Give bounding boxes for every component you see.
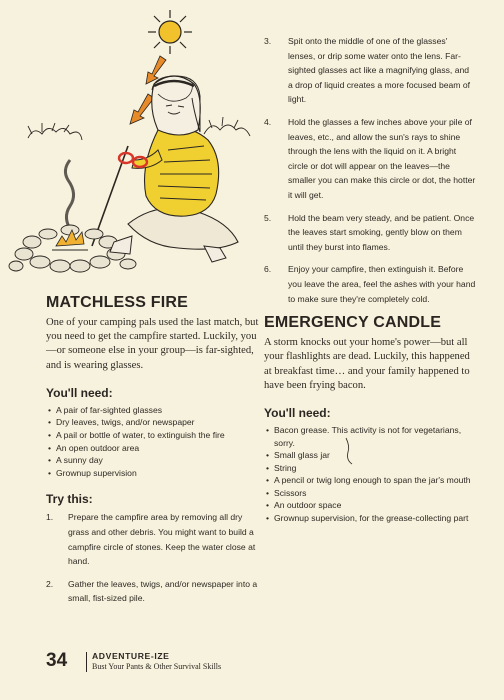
list-item: • Grownup supervision	[46, 467, 260, 480]
list-item: • Scissors	[264, 487, 476, 500]
supplies-list	[46, 404, 260, 480]
supplies-list	[264, 424, 476, 525]
step-item	[46, 577, 260, 606]
section-title: EMERGENCY CANDLE	[264, 314, 442, 332]
step-item	[264, 115, 476, 203]
step-number: 4.	[264, 116, 272, 127]
footer-divider	[86, 652, 87, 672]
list-item: • Grownup supervision, for the grease-collecting part	[264, 512, 476, 525]
step-item	[264, 211, 476, 255]
step-item	[46, 510, 260, 568]
list-item: • A pencil or twig long enough to span the jar's mouth	[264, 474, 476, 487]
section-intro: One of your camping pals used the last match, but you need to get the campfire started. Luckily, you—or someone else in your group—is far-sighted, and is wearing glasses.	[46, 317, 259, 371]
illustration-girl-lighting-fire	[8, 10, 256, 282]
step-number: 3.	[264, 36, 272, 46]
matchless-fire-section	[46, 294, 260, 614]
step-text: Gather the leaves, twigs, and/or newspaper into a small, fist-sized pile.	[68, 578, 258, 604]
step-number: 2.	[46, 578, 54, 589]
step-text: Enjoy your campfire, then extinguish it. Before you leave the area, feel the ashes with your hand to make sure they're completely cold.	[288, 264, 476, 304]
pencil-mark	[340, 436, 358, 466]
book-title: ADVENTURE-IZE	[92, 651, 170, 661]
sun-icon	[148, 10, 192, 54]
page-footer	[46, 650, 346, 674]
list-item: • A pair of far-sighted glasses	[46, 404, 260, 417]
list-item: • A sunny day	[46, 454, 260, 467]
step-text: Prepare the campfire area by removing all dry grass and other debris. You might want to build a campfire circle of stones. Keep the water close at hand.	[68, 512, 256, 567]
list-item: • Small glass jar	[264, 449, 476, 462]
step-text: Hold the beam very steady, and be patient. Once the leaves start smoking, gently blow on them until they burst into flames.	[288, 212, 475, 252]
page-number: 34	[46, 650, 68, 671]
list-item: • Bacon grease. This activity is not for vegetarians, sorry.	[264, 424, 476, 449]
right-column	[264, 34, 476, 525]
supplies-heading: You'll need:	[264, 405, 331, 420]
steps-list	[46, 510, 260, 606]
book-subtitle: Bust Your Pants & Other Survival Skills	[92, 662, 222, 671]
list-item: • String	[264, 462, 476, 475]
step-item	[264, 262, 476, 306]
step-text: Spit onto the middle of one of the glasses' lenses, or drip some water onto the lens. Far-sighted glasses act like a magnifying glass, and a drop of liquid creates a more focused beam of light.	[288, 36, 471, 105]
step-text: Hold the glasses a few inches above your pile of leaves, etc., and allow the sun's rays to shine through the lens with the liquid on it. A bright circle or dot will appear on the leaves—the smaller you can make this circle or dot, the hotter it will get.	[288, 116, 476, 200]
section-title: MATCHLESS FIRE	[46, 294, 189, 311]
section-intro: A storm knocks out your home's power—but all your flashlights are dead. Luckily, this happened at breakfast time… and your family happened to have been frying bacon.	[264, 337, 470, 391]
list-item: • An open outdoor area	[46, 442, 260, 455]
step-number: 6.	[264, 264, 272, 275]
emergency-candle-section	[264, 314, 476, 525]
step-number: 5.	[264, 212, 272, 223]
list-item: • An outdoor space	[264, 499, 476, 512]
steps-heading: Try this:	[46, 492, 93, 507]
step-number: 1.	[46, 512, 54, 523]
steps-list-continued	[264, 34, 476, 306]
list-item: • Dry leaves, twigs, and/or newspaper	[46, 416, 260, 429]
step-item	[264, 34, 476, 107]
supplies-heading: You'll need:	[46, 385, 113, 400]
list-item: • A pail or bottle of water, to extinguish the fire	[46, 429, 260, 442]
